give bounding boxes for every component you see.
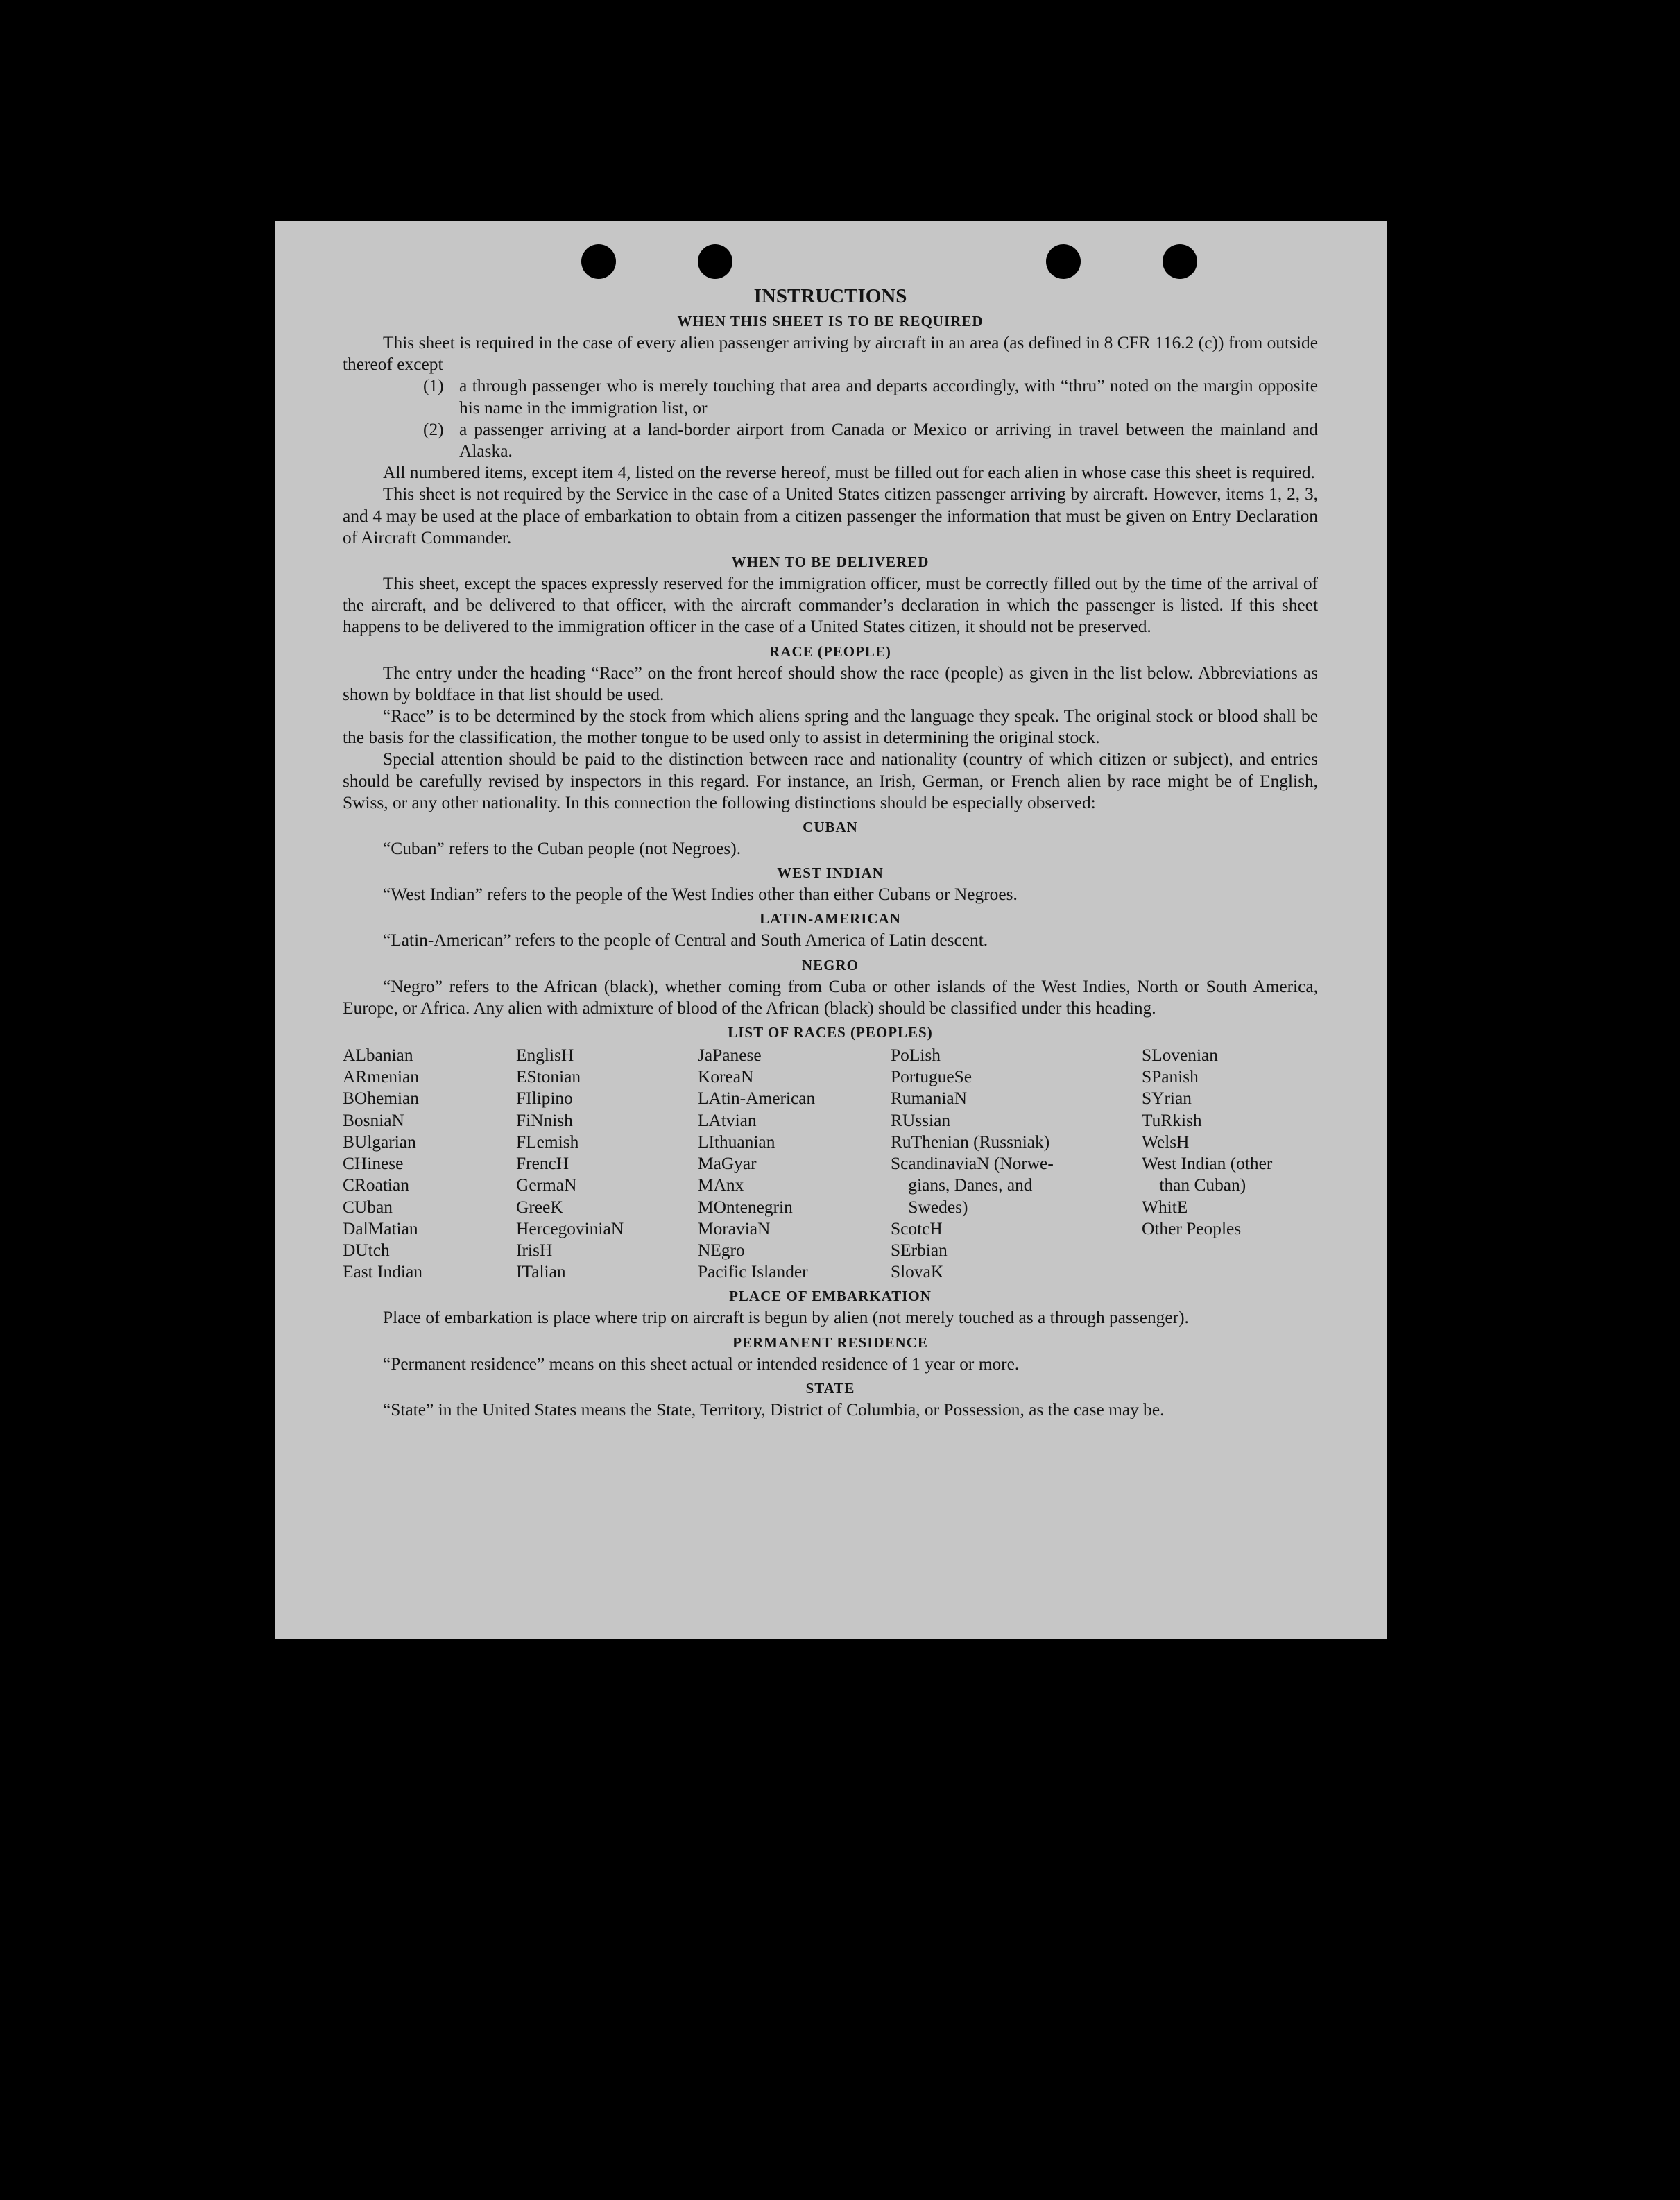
race-entry: BUlgarian [343,1132,416,1152]
race-entry: Pacific Islander [698,1262,808,1282]
race-entry: DUtch [343,1240,390,1260]
punch-hole [698,244,732,279]
race-entry: SPanish [1142,1067,1199,1087]
paragraph: “Cuban” refers to the Cuban people (not Negroes). [383,839,742,859]
race-entry: LAtvian [698,1110,757,1130]
numbered-item [423,375,1318,418]
section-heading: WHEN THIS SHEET IS TO BE REQUIRED [677,313,984,330]
item-text: a through passenger who is merely touching that area and departs accordingly, with “thru” noted on the margin opposite his name in the immigration list, or [459,376,1318,418]
race-entry: LAtin-American [698,1089,816,1109]
item-number: (1) [423,376,444,396]
race-entry: BosniaN [343,1110,404,1130]
race-entry: MoraviaN [698,1218,771,1238]
race-entry: RUssian [891,1110,951,1130]
paragraph: “Race” is to be determined by the stock from which aliens spring and the language they speak. The original stock or blood shall be the basis for the classification, the mother tongue to be used only to assist in determining the original stock. [343,706,1318,748]
section-heading: WEST INDIAN [777,864,884,882]
race-entry: MaGyar [698,1154,757,1174]
race-entry: BOhemian [343,1089,420,1109]
section-heading: LIST OF RACES (PEOPLES) [728,1024,933,1041]
races-column [698,1045,891,1283]
race-entry: GermaN [516,1175,577,1195]
numbered-item [423,419,1318,462]
section-heading: NEGRO [801,956,859,973]
race-entry: WhitE [1142,1197,1188,1217]
races-list [343,1045,1318,1283]
section-heading: WHEN TO BE DELIVERED [731,554,929,571]
race-entry: CUban [343,1197,393,1217]
item-text: a passenger arriving at a land-border airport from Canada or Mexico or arriving in travel between the mainland and Alaska. [459,419,1318,461]
race-entry: SlovaK [891,1262,944,1282]
race-entry: IrisH [516,1240,553,1260]
race-entry: RuThenian (Russniak) [891,1132,1050,1152]
race-entry: PoLish [891,1046,941,1066]
punch-hole [1046,244,1081,279]
paragraph: “West Indian” refers to the people of the West Indies other than either Cubans or Negroes. [383,885,1018,905]
race-entry: WelsH [1142,1132,1190,1152]
race-entry: FrencH [516,1154,569,1174]
paragraph: Place of embarkation is place where trip on aircraft is begun by alien (not merely touched as a through passenger). [383,1308,1189,1328]
item-number: (2) [423,419,444,439]
races-column [516,1045,698,1283]
race-entry: NEgro [698,1240,745,1260]
section-heading: PLACE OF EMBARKATION [729,1288,932,1305]
paragraph: “Negro” refers to the African (black), whether coming from Cuba or other islands of the West Indies, North or South America, Europe, or Africa. Any alien with admixture of blood of the African (black) should be classified under this heading. [343,976,1318,1018]
race-entry: HercegoviniaN [516,1218,624,1238]
race-entry: KoreaN [698,1067,754,1087]
paragraph: This sheet, except the spaces expressly reserved for the immigration officer, must be correctly filled out by the time of the arrival of the aircraft, and be delivered to that officer, with the aircraft commander’s declaration in which the passenger is listed. If this sheet happens to be delivered to the immigration officer in the case of a United States citizen, it should not be preserved. [343,574,1318,637]
race-entry: SYrian [1142,1089,1192,1109]
section-heading: CUBAN [803,819,858,836]
race-entry: TuRkish [1142,1110,1202,1130]
paragraph: “Latin-American” refers to the people of Central and South America of Latin descent. [383,930,988,950]
paragraph: Special attention should be paid to the distinction between race and nationality (country of which citizen or subject), and entries should be carefully revised by inspectors in this regard. For instance, an Irish, German, or French alien by race might be of English, Swiss, or any other nationality. In this connection the following distinctions should be especially observed: [343,749,1318,812]
races-column [343,1045,516,1283]
race-entry: ALbanian [343,1046,413,1066]
section-heading: LATIN-AMERICAN [760,910,901,928]
race-entry: SLovenian [1142,1046,1219,1066]
race-entry: West Indian (other [1142,1154,1273,1174]
race-entry: MOntenegrin [698,1197,793,1217]
race-entry: FLemish [516,1132,579,1152]
race-entry: LIthuanian [698,1132,775,1152]
section-heading: STATE [805,1379,855,1397]
race-entry: PortugueSe [891,1067,972,1087]
race-entry: CRoatian [343,1175,409,1195]
punch-hole [581,244,616,279]
race-entry: ScandinaviaN (Norwe- [891,1154,1054,1174]
race-entry: EnglisH [516,1046,574,1066]
paragraph: All numbered items, except item 4, listed on the reverse hereof, must be filled out for each alien in whose case this sheet is required. [383,463,1315,483]
document-title: INSTRUCTIONS [753,285,907,307]
race-entry: RumaniaN [891,1089,968,1109]
race-entry: Swedes) [891,1197,968,1217]
race-entry: CHinese [343,1154,404,1174]
paragraph: This sheet is not required by the Service in the case of a United States citizen passenger arriving by aircraft. However, items 1, 2, 3, and 4 may be used at the place of embarkation to obtain from a citizen passenger the information that must be given on Entry Declaration of Aircraft Commander. [343,484,1318,547]
race-entry: gians, Danes, and [891,1175,1033,1195]
paragraph: The entry under the heading “Race” on the front hereof should show the race (people) as given in the list below. Abbreviations as shown by boldface in that list should be used. [343,663,1318,704]
race-entry: DalMatian [343,1218,418,1238]
races-column [1142,1045,1318,1283]
race-entry: FiNnish [516,1110,573,1130]
race-entry: SErbian [891,1240,948,1260]
race-entry: EStonian [516,1067,581,1087]
race-entry: ScotcH [891,1218,943,1238]
section-heading: PERMANENT RESIDENCE [732,1333,928,1351]
races-column [891,1045,1142,1283]
race-entry: ITalian [516,1262,566,1282]
race-entry: FIlipino [516,1089,573,1109]
race-entry: than Cuban) [1142,1175,1246,1195]
race-entry: JaPanese [698,1046,762,1066]
paragraph: “State” in the United States means the State, Territory, District of Columbia, or Possession, as the case may be. [383,1399,1165,1419]
paragraph: “Permanent residence” means on this sheet actual or intended residence of 1 year or more. [383,1354,1020,1374]
race-entry: MAnx [698,1175,744,1195]
document-body [343,284,1318,1421]
race-entry: Other Peoples [1142,1218,1242,1238]
race-entry: GreeK [516,1197,563,1217]
race-entry: East Indian [343,1262,422,1282]
race-entry: ARmenian [343,1067,420,1087]
punch-hole [1163,244,1197,279]
section-heading: RACE (PEOPLE) [769,642,891,660]
document-sheet [275,221,1387,1639]
paragraph: This sheet is required in the case of every alien passenger arriving by aircraft in an area (as defined in 8 CFR 116.2 (c)) from outside thereof except [343,333,1318,375]
